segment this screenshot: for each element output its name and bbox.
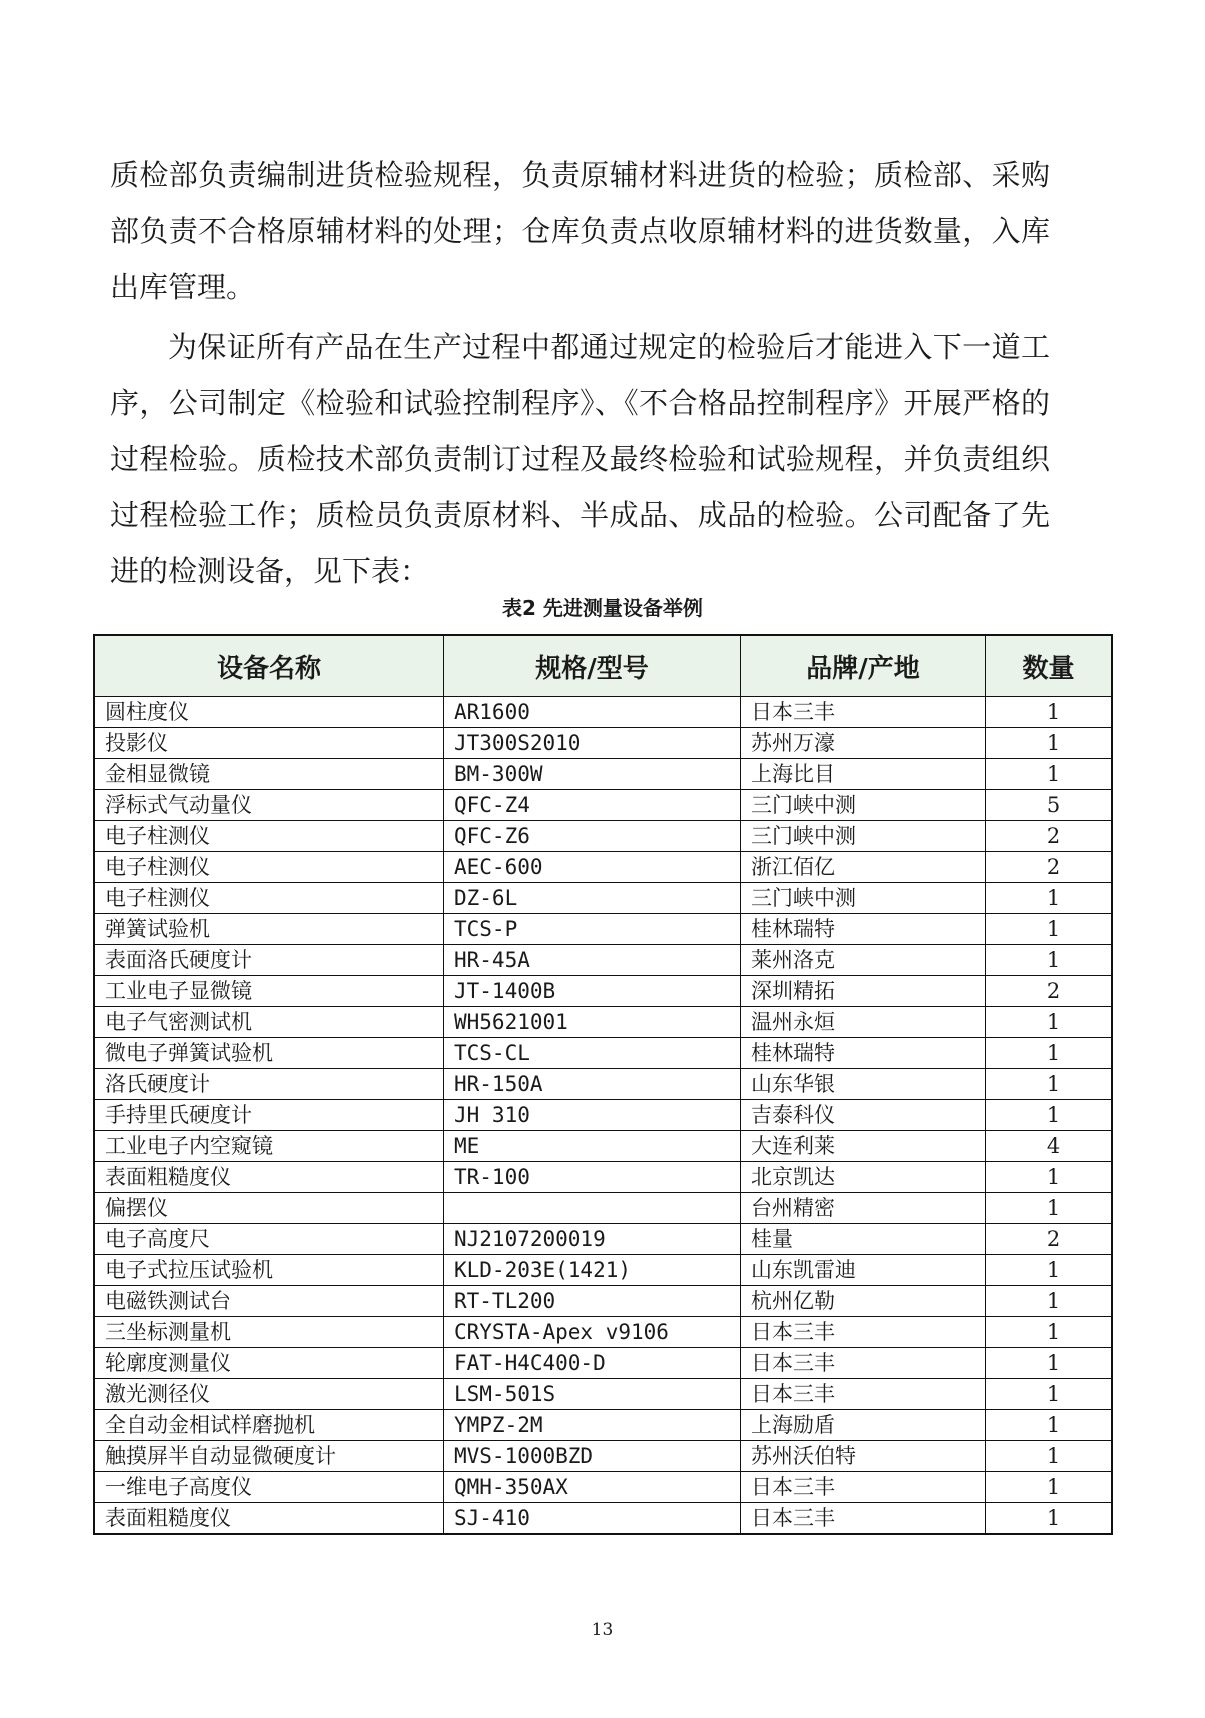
cell-model: BM-300W	[444, 759, 741, 790]
cell-equipment-name: 表面洛氏硬度计	[94, 945, 444, 976]
cell-brand-origin: 浙江佰亿	[741, 852, 986, 883]
cell-brand-origin: 日本三丰	[741, 1503, 986, 1535]
cell-brand-origin: 山东华银	[741, 1069, 986, 1100]
cell-quantity: 1	[986, 1503, 1113, 1535]
table-row	[94, 697, 1112, 728]
cell-brand-origin: 上海励盾	[741, 1410, 986, 1441]
cell-equipment-name: 偏摆仪	[94, 1193, 444, 1224]
table-row	[94, 1131, 1112, 1162]
cell-model: FAT-H4C400-D	[444, 1348, 741, 1379]
table-row	[94, 1410, 1112, 1441]
cell-model: HR-150A	[444, 1069, 741, 1100]
table-row	[94, 759, 1112, 790]
table-row	[94, 1193, 1112, 1224]
cell-brand-origin: 大连利莱	[741, 1131, 986, 1162]
header-equipment-name: 设备名称	[94, 635, 444, 697]
cell-equipment-name: 圆柱度仪	[94, 697, 444, 728]
cell-model: QMH-350AX	[444, 1472, 741, 1503]
cell-brand-origin: 台州精密	[741, 1193, 986, 1224]
cell-quantity: 1	[986, 1348, 1113, 1379]
table-row	[94, 976, 1112, 1007]
cell-model: WH5621001	[444, 1007, 741, 1038]
cell-model: NJ2107200019	[444, 1224, 741, 1255]
paragraph-incoming-inspection: 质检部负责编制进货检验规程，负责原辅材料进货的检验；质检部、采购部负责不合格原辅材料的处理；仓库负责点收原辅材料的进货数量，入库出库管理。	[110, 158, 1050, 304]
cell-quantity: 2	[986, 821, 1113, 852]
cell-equipment-name: 电子柱测仪	[94, 883, 444, 914]
cell-equipment-name: 全自动金相试样磨抛机	[94, 1410, 444, 1441]
table-row	[94, 1007, 1112, 1038]
cell-quantity: 1	[986, 1038, 1113, 1069]
cell-quantity: 1	[986, 1193, 1113, 1224]
cell-equipment-name: 弹簧试验机	[94, 914, 444, 945]
table-row	[94, 1379, 1112, 1410]
cell-brand-origin: 日本三丰	[741, 1348, 986, 1379]
cell-model: AR1600	[444, 697, 741, 728]
cell-equipment-name: 表面粗糙度仪	[94, 1162, 444, 1193]
paragraph-process-inspection: 为保证所有产品在生产过程中都通过规定的检验后才能进入下一道工序，公司制定《检验和试验控制程序》、《不合格品控制程序》开展严格的过程检验。质检技术部负责制订过程及最终检验和试验规程，并负责组织过程检验工作；质检员负责原材料、半成品、成品的检验。公司配备了先进的检测设备，见下表：	[110, 330, 1050, 588]
cell-brand-origin: 苏州沃伯特	[741, 1441, 986, 1472]
cell-model: JT-1400B	[444, 976, 741, 1007]
cell-brand-origin: 桂量	[741, 1224, 986, 1255]
table-row	[94, 945, 1112, 976]
header-model: 规格/型号	[444, 635, 741, 697]
cell-brand-origin: 日本三丰	[741, 1379, 986, 1410]
cell-equipment-name: 三坐标测量机	[94, 1317, 444, 1348]
cell-equipment-name: 金相显微镜	[94, 759, 444, 790]
table-caption: 表2 先进测量设备举例	[502, 596, 703, 620]
cell-brand-origin: 深圳精拓	[741, 976, 986, 1007]
table-row	[94, 1286, 1112, 1317]
cell-brand-origin: 苏州万濠	[741, 728, 986, 759]
table-row	[94, 1038, 1112, 1069]
cell-brand-origin: 桂林瑞特	[741, 1038, 986, 1069]
cell-equipment-name: 触摸屏半自动显微硬度计	[94, 1441, 444, 1472]
cell-model: YMPZ-2M	[444, 1410, 741, 1441]
cell-quantity: 1	[986, 1255, 1113, 1286]
cell-equipment-name: 激光测径仪	[94, 1379, 444, 1410]
table-row	[94, 1224, 1112, 1255]
cell-equipment-name: 轮廓度测量仪	[94, 1348, 444, 1379]
cell-equipment-name: 电子柱测仪	[94, 852, 444, 883]
page-number: 13	[591, 1620, 614, 1640]
cell-model: AEC-600	[444, 852, 741, 883]
table-row	[94, 1100, 1112, 1131]
cell-quantity: 1	[986, 1069, 1113, 1100]
cell-quantity: 1	[986, 1410, 1113, 1441]
cell-equipment-name: 浮标式气动量仪	[94, 790, 444, 821]
cell-quantity: 1	[986, 728, 1113, 759]
cell-brand-origin: 杭州亿勒	[741, 1286, 986, 1317]
header-brand-origin: 品牌/产地	[741, 635, 986, 697]
cell-brand-origin: 三门峡中测	[741, 883, 986, 914]
table-body	[94, 697, 1112, 1535]
cell-quantity: 1	[986, 697, 1113, 728]
table-row	[94, 790, 1112, 821]
cell-brand-origin: 山东凯雷迪	[741, 1255, 986, 1286]
cell-brand-origin: 桂林瑞特	[741, 914, 986, 945]
cell-quantity: 1	[986, 1007, 1113, 1038]
cell-quantity: 1	[986, 1286, 1113, 1317]
cell-brand-origin: 日本三丰	[741, 1317, 986, 1348]
table-row	[94, 821, 1112, 852]
cell-quantity: 4	[986, 1131, 1113, 1162]
table-row	[94, 914, 1112, 945]
cell-equipment-name: 电子高度尺	[94, 1224, 444, 1255]
cell-equipment-name: 工业电子显微镜	[94, 976, 444, 1007]
cell-brand-origin: 日本三丰	[741, 1472, 986, 1503]
cell-model: QFC-Z6	[444, 821, 741, 852]
cell-model: ME	[444, 1131, 741, 1162]
cell-quantity: 1	[986, 883, 1113, 914]
cell-equipment-name: 一维电子高度仪	[94, 1472, 444, 1503]
equipment-table	[93, 634, 1113, 1535]
table-row	[94, 1348, 1112, 1379]
cell-model: JT300S2010	[444, 728, 741, 759]
cell-brand-origin: 温州永烜	[741, 1007, 986, 1038]
cell-quantity: 1	[986, 1100, 1113, 1131]
cell-brand-origin: 莱州洛克	[741, 945, 986, 976]
cell-quantity: 2	[986, 852, 1113, 883]
cell-model: SJ-410	[444, 1503, 741, 1535]
table-row	[94, 1472, 1112, 1503]
cell-equipment-name: 电子式拉压试验机	[94, 1255, 444, 1286]
cell-equipment-name: 投影仪	[94, 728, 444, 759]
cell-brand-origin: 三门峡中测	[741, 790, 986, 821]
cell-model: LSM-501S	[444, 1379, 741, 1410]
cell-equipment-name: 电子气密测试机	[94, 1007, 444, 1038]
table-row	[94, 1255, 1112, 1286]
cell-model: TCS-P	[444, 914, 741, 945]
cell-quantity: 1	[986, 1162, 1113, 1193]
table-row	[94, 1162, 1112, 1193]
table-header-row	[94, 635, 1112, 697]
cell-quantity: 5	[986, 790, 1113, 821]
cell-quantity: 1	[986, 759, 1113, 790]
cell-model: TR-100	[444, 1162, 741, 1193]
cell-model	[444, 1193, 741, 1224]
cell-model: QFC-Z4	[444, 790, 741, 821]
cell-quantity: 1	[986, 1441, 1113, 1472]
cell-quantity: 2	[986, 976, 1113, 1007]
cell-model: HR-45A	[444, 945, 741, 976]
cell-model: TCS-CL	[444, 1038, 741, 1069]
cell-quantity: 1	[986, 1317, 1113, 1348]
cell-equipment-name: 手持里氏硬度计	[94, 1100, 444, 1131]
table-row	[94, 728, 1112, 759]
cell-brand-origin: 日本三丰	[741, 697, 986, 728]
table-row	[94, 852, 1112, 883]
cell-model: KLD-203E(1421)	[444, 1255, 741, 1286]
cell-brand-origin: 北京凯达	[741, 1162, 986, 1193]
table-row	[94, 1441, 1112, 1472]
cell-model: RT-TL200	[444, 1286, 741, 1317]
table-row	[94, 1317, 1112, 1348]
cell-equipment-name: 洛氏硬度计	[94, 1069, 444, 1100]
cell-quantity: 1	[986, 914, 1113, 945]
cell-equipment-name: 电磁铁测试台	[94, 1286, 444, 1317]
cell-model: DZ-6L	[444, 883, 741, 914]
cell-model: MVS-1000BZD	[444, 1441, 741, 1472]
cell-brand-origin: 吉泰科仪	[741, 1100, 986, 1131]
cell-brand-origin: 三门峡中测	[741, 821, 986, 852]
cell-model: CRYSTA-Apex v9106	[444, 1317, 741, 1348]
cell-quantity: 1	[986, 945, 1113, 976]
table-row	[94, 1069, 1112, 1100]
header-quantity: 数量	[986, 635, 1113, 697]
cell-quantity: 1	[986, 1379, 1113, 1410]
cell-equipment-name: 工业电子内空窥镜	[94, 1131, 444, 1162]
table-row	[94, 883, 1112, 914]
table-row	[94, 1503, 1112, 1535]
cell-quantity: 1	[986, 1472, 1113, 1503]
cell-equipment-name: 电子柱测仪	[94, 821, 444, 852]
cell-brand-origin: 上海比目	[741, 759, 986, 790]
cell-equipment-name: 表面粗糙度仪	[94, 1503, 444, 1535]
cell-model: JH 310	[444, 1100, 741, 1131]
cell-equipment-name: 微电子弹簧试验机	[94, 1038, 444, 1069]
cell-quantity: 2	[986, 1224, 1113, 1255]
